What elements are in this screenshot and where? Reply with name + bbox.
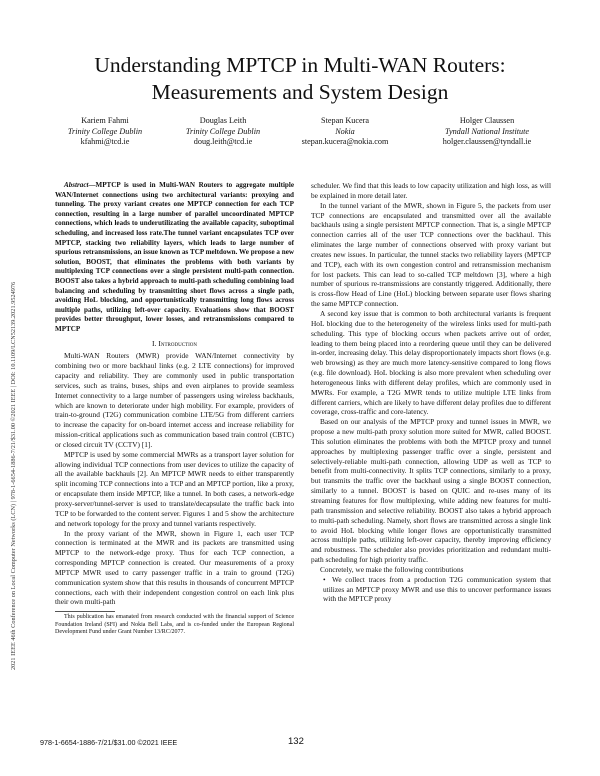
author-affiliation: Nokia — [335, 126, 355, 136]
sidebar-doi-strip — [3, 150, 17, 670]
bullet-icon: • — [323, 574, 326, 584]
contribution-bullet — [311, 575, 551, 605]
footer-isbn: 978-1-6654-1886-7/21/$31.00 ©2021 IEEE — [40, 738, 178, 747]
abstract — [55, 181, 294, 335]
page-footer — [40, 736, 560, 748]
footnote-divider — [55, 611, 115, 612]
sidebar-doi-text: 2021 IEEE 46th Conference on Local Computer Networks (LCN) | 978-1-6654-1886-7/21/$31.00 ©2021 IEEE | DOI: 10.1109/LCN52139.2021.9524976 — [10, 281, 17, 670]
author-affiliation: Trinity College Dublin — [185, 126, 261, 136]
paragraph: In the tunnel variant of the MWR, shown in Figure 5, the packets from user TCP connections are encapsulated and transmitted over all the available backhauls using a single persistent MPTCP connection. That is, a single MPTCP connection carries all of the user TCP connections over the backhaul. This eliminates the large number of connections observed with proxy variant but creates new issues. In particular, the tunnel stacks two reliability layers (MPTCP and TCP), each with its own congestion control and retransmission mechanism for lost packets. This can lead to so-called TCP meltdown [3], where a high number of spurious re-transmissions are constantly triggered. Additionally, there is cross-flow Head of Line (HoL) blocking between separate user flows sharing the same MPTCP connection. — [311, 200, 551, 309]
right-column — [311, 181, 551, 604]
author-email: holger.claussen@tyndall.ie — [442, 137, 532, 147]
paper-title — [40, 52, 560, 106]
left-column — [55, 181, 294, 637]
section-heading-introduction: I. Introduction — [152, 338, 197, 348]
abstract-label: Abstract — [64, 181, 89, 189]
paragraph: Multi-WAN Routers (MWR) provide WAN/Internet connectivity by combining two or more backhaul links (e.g. 2 LTE connections) for improved capacity and reliability. They are commonly used in public transportation services, such as trains, buses, ships and even airplanes to provide seamless Internet connectivity to a large number of passengers using wireless backhauls, which are known to deteriorate under high mobility. For example, providers of train-to-ground (T2G) communication combine LTE/5G from different carriers to increase the capacity for on-board internet access and increase reliability for mission-critical applications such as communication based train control (CBTC) or closed circuit TV (CCTV) [1]. — [55, 351, 294, 449]
abstract-text: —MPTCP is used in Multi-WAN Routers to aggregate multiple WAN/Internet connections using two architectural variants: proxying and tunneling. The proxy variant creates one MPTCP connection for each TCP connection, resulting in a large number of parallel uncoordinated MPTCP connections, which leads to underutilizating the available capacity, suboptimal scheduling, and increased loss rate.The tunnel variant encapsulates TCP over MPTCP, stacking two reliability layers, which leads to large number of spurious retransmissions, an issue known as TCP meltdown. We propose a new solution, BOOST, that eliminates the problems with both variants by multiplexing TCP connections over a single persistent multi-path connection. BOOST also takes a hybrid approach to multi-path scheduling combining load balancing and scheduling by transmitting short flows across a single path, avoiding HoL blocking, and opportunistically transmitting long flows across multiple paths, utilizing left-over capacity. Evaluations show that BOOST provides better throughput, lower losses, and retransmissions compared to MPTCP — [55, 181, 294, 333]
paragraph: Concretely, we make the following contributions — [320, 564, 464, 574]
author-affiliation: Trinity College Dublin — [67, 126, 143, 136]
title-line-2: Measurements and System Design — [151, 80, 449, 104]
author-1 — [45, 116, 165, 148]
bullet-text: We collect traces from a production T2G communication system that utilizes an MPTCP proxy MWR and use this to uncover performance issues with the MPTCP proxy — [323, 574, 551, 604]
author-email: doug.leith@tcd.ie — [193, 137, 253, 147]
author-name: Stepan Kucera — [321, 116, 369, 125]
author-4 — [417, 116, 557, 148]
author-affiliation: Tyndall National Institute — [445, 126, 529, 136]
paragraph: MPTCP is used by some commercial MWRs as a transport layer solution for allowing individual TCP connections from user devices to utilize the capacity of all the available backhauls [2]. An MPTCP MWR needs to either transparently split incoming TCP connections into a TCP and an MPTCP portion, like a proxy, or encapsulate them inside MPTCP, like a tunnel. In both cases, a network-edge proxy-server/tunnel-server is used to translate/decapsulate the traffic back into TCP to be forwarded to the content server. Figures 1 and 5 show the architecture and network topology for the proxy and tunnel variants respectively. — [55, 449, 294, 528]
author-block — [45, 116, 565, 158]
author-email: kfahmi@tcd.ie — [80, 137, 130, 147]
title-line-1: Understanding MPTCP in Multi-WAN Routers: — [94, 53, 506, 77]
funding-footnote: This publication has emanated from research conducted with the financial support of Science Foundation Ireland (SFI) and Nokia Bell Labs, and is co-funded under the European Regional Development Fund under Grant Number 13/RC/2077. — [55, 614, 294, 636]
author-name: Kariem Fahmi — [81, 116, 129, 125]
author-name: Holger Claussen — [459, 116, 515, 125]
author-name: Douglas Leith — [199, 116, 247, 125]
author-2 — [163, 116, 283, 148]
paragraph: scheduler. We find that this leads to low capacity utilization and high loss, as will be explained in more detail later. — [311, 181, 551, 200]
paragraph: A second key issue that is common to both architectural variants is frequent HoL blocking due to the heterogeneity of the wireless links used for multi-path scheduling. This type of blocking occurs when packets arrive out of order, leading to them being placed into a reordering queue until they can be delivered in-order, increasing delay. This delay disproportionately impacts short flows (e.g. web browsing) as they are much more latency-sensitive compared to long flows (e.g. file download). HoL blocking is also more prevalent when scheduling over heterogeneous links with different delay profiles, which are commonly used in MWRs. For example, a T2G MWR tends to utilize multiple LTE links from different carriers, which are likely to have different delay profiles due to different coverage, cross-traffic and core-latency. — [311, 308, 551, 417]
paragraph: Based on our analysis of the MPTCP proxy and tunnel issues in MWR, we propose a new multi-path proxy solution more suited for MWR, called BOOST. This solution eliminates the problems with both the MPTCP proxy and tunnel approaches by multiplexing passenger traffic over a single, persistent and selectively-reliable multi-path connection, allowing UDP as well as TCP to benefit from multi-connectivity. It splits TCP connections, similarly to a proxy, but transmits the traffic over the backhaul using a single BOOST connection, similarly to a tunnel. BOOST is based on QUIC and re-uses many of its streaming features for flow multiplexing, while adding new features for multi-path transmission and selective reliability. BOOST also takes a hybrid approach to multi-path scheduling. Namely, short flows are transmitted across a single link to avoid HoL blocking while longer flows are opportunistically transmitted across multiple paths, utilizing left-over capacity, thereby improving efficiency and robustness. The scheduler also provides prioritization and redundant multi-path scheduling for high priority traffic. — [311, 417, 551, 565]
paragraph: In the proxy variant of the MWR, shown in Figure 1, each user TCP connection is terminated at the MWR and its packets are transmitted using MPTCP to the network-edge proxy. Thus for each TCP connection, a corresponding MPTCP connection is created. Our measurements of a proxy MPTCP MWR used to carry passenger traffic in a train to ground (T2G) communication system show that this results in thousands of concurrent MPTCP connections, each with their independent congestion control on each link plus their own multi-path — [55, 528, 294, 607]
author-3 — [285, 116, 405, 148]
page-number: 132 — [288, 736, 304, 747]
author-email: stepan.kucera@nokia.com — [301, 137, 389, 147]
